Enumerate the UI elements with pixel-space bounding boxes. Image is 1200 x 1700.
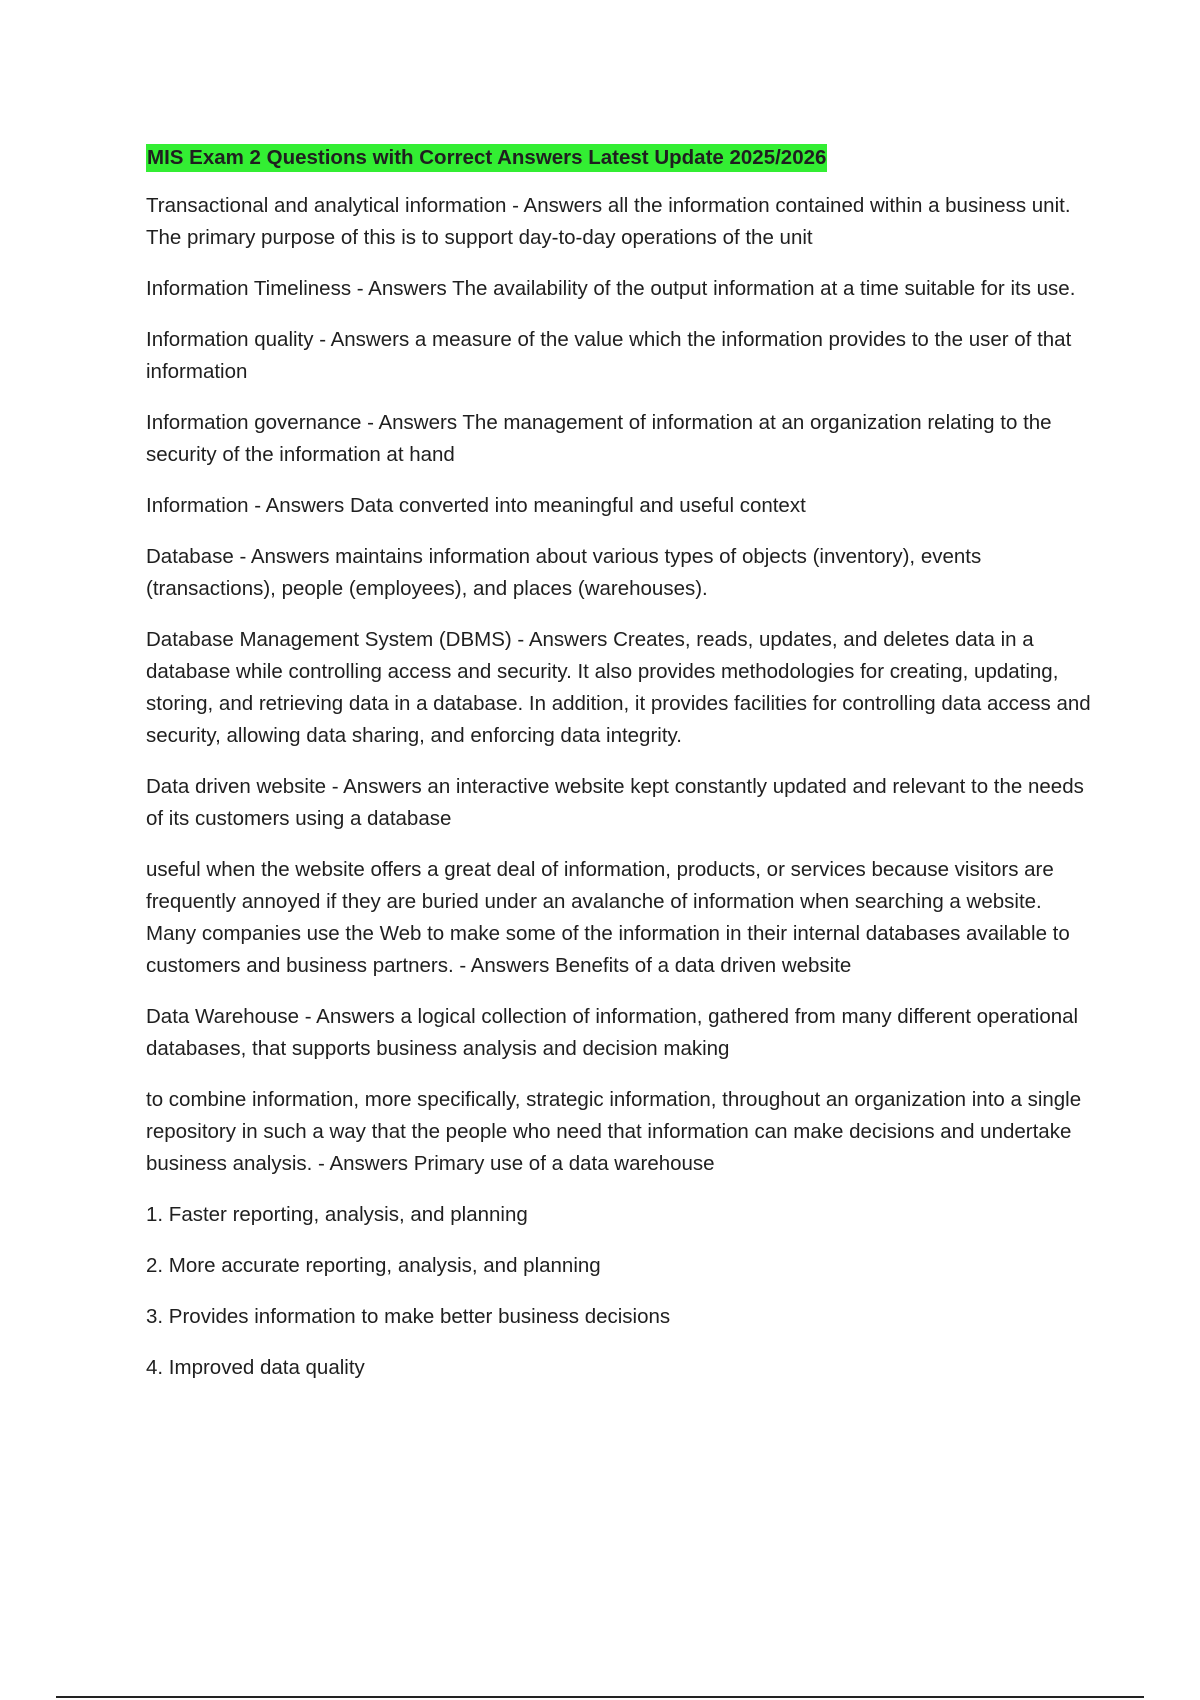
qa-item: Database - Answers maintains information about various types of objects (inventory), events (transactions), people (employees), and places (warehouses). — [146, 545, 982, 600]
footer-divider — [56, 1696, 1144, 1698]
qa-item: Information quality - Answers a measure of the value which the information provides to the user of that information — [146, 328, 1072, 383]
list-item: 4. Improved data quality — [146, 1356, 365, 1379]
qa-item: Data Warehouse - Answers a logical collection of information, gathered from many different operational databases, that supports business analysis and decision making — [146, 1005, 1079, 1060]
qa-item: Data driven website - Answers an interactive website kept constantly updated and relevant to the needs of its customers using a database — [146, 775, 1084, 830]
qa-item: Transactional and analytical information - Answers all the information contained within a business unit. The primary purpose of this is to support day-to-day operations of the unit — [146, 194, 1071, 249]
list-item: 3. Provides information to make better business decisions — [146, 1305, 671, 1328]
qa-item: to combine information, more specifically, strategic information, throughout an organization into a single repository in such a way that the people who need that information can make decisions and undertake business analysis. - Answers Primary use of a data warehouse — [146, 1088, 1082, 1175]
qa-item: Information Timeliness - Answers The availability of the output information at a time suitable for its use. — [146, 277, 1076, 300]
qa-item: Information governance - Answers The management of information at an organization relating to the security of the information at hand — [146, 411, 1052, 466]
list-item: 1. Faster reporting, analysis, and planning — [146, 1203, 528, 1226]
qa-item: Database Management System (DBMS) - Answers Creates, reads, updates, and deletes data in a database while controlling access and security. It also provides methodologies for creating, updating, storing, and retrieving data in a database. In addition, it provides facilities for controlling data access and security, allowing data sharing, and enforcing data integrity. — [146, 628, 1091, 747]
document-title: MIS Exam 2 Questions with Correct Answers Latest Update 2025/2026 — [146, 144, 827, 172]
qa-item: useful when the website offers a great deal of information, products, or services because visitors are frequently annoyed if they are buried under an avalanche of information when searching a website. Many companies use the Web to make some of the information in their internal databases available to customers and business partners. - Answers Benefits of a data driven website — [146, 858, 1070, 977]
list-item: 2. More accurate reporting, analysis, and planning — [146, 1254, 601, 1277]
document-body — [146, 144, 1096, 1403]
qa-item: Information - Answers Data converted into meaningful and useful context — [146, 494, 806, 517]
